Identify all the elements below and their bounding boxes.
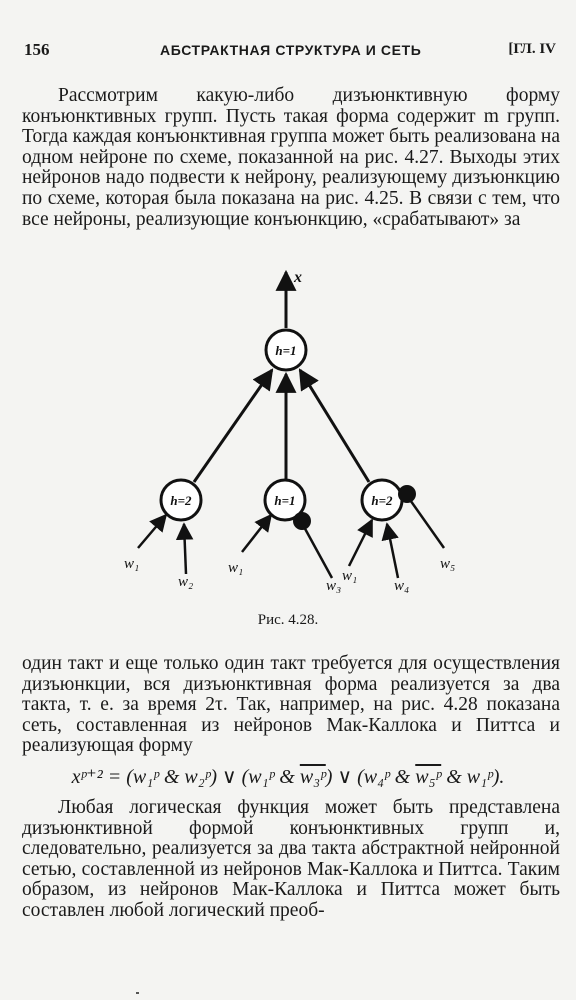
formula-lhs: xᵖ⁺² = xyxy=(71,766,127,788)
paragraph-2: один такт и еще только один такт требуется для осуществления дизъюнкции, вся дизъюнктивная форма реализуется за два такта, т. е. за время 2τ. Так, например, на рис. 4.28 показана сеть, составленная из нейронов Мак-Каллока и Питтса и реализующая форму xyxy=(22,653,560,757)
formula-term-1: (w₁ᵖ & w₂ᵖ) xyxy=(126,766,217,788)
input-label-w1-c: w₁ xyxy=(342,568,358,584)
page-header xyxy=(24,40,560,64)
neuron-left-label: h=2 xyxy=(170,493,192,508)
input-right-2 xyxy=(387,524,398,578)
formula-term-3-negated: w₅ᵖ xyxy=(415,766,442,788)
input-label-w2: w₂ xyxy=(178,574,194,590)
input-label-w4: w₄ xyxy=(394,578,410,594)
formula-or-2: ∨ xyxy=(332,766,358,788)
input-label-w1-b: w₁ xyxy=(228,560,244,576)
top-neuron-label: h=1 xyxy=(275,343,297,358)
network-figure xyxy=(0,256,576,606)
input-label-w5: w₅ xyxy=(440,556,456,572)
input-left-1 xyxy=(138,515,166,548)
page-number: 156 xyxy=(24,40,50,59)
input-right-1 xyxy=(349,520,372,566)
formula-or-1: ∨ xyxy=(217,766,242,788)
input-middle-2 xyxy=(303,525,332,578)
paragraph-3: Любая логическая функция может быть представлена дизъюнктивной формой конъюнктивных групп и, следовательно, реализуется за два такта абстрактной нейронной сетью, составленной из нейронов Мак-Каллока и Питтса. Таким образом, из нейронов Мак-Каллока и Питтса может быть составлен любой логический преоб- xyxy=(22,797,560,921)
print-speck xyxy=(136,992,139,994)
formula-term-2-negated: w₃ᵖ xyxy=(299,766,326,788)
figure-caption: Рис. 4.28. xyxy=(257,612,319,628)
paragraph-1: Рассмотрим какую-либо дизъюнктивную форму конъюнктивных групп. Пусть такая форма содержит m групп. Тогда каждая конъюнктивная группа может быть реализована на одном нейроне по схеме, показанной на рис. 4.27. Выходы этих нейронов надо подвести к нейрону, реализующему дизъюнкцию по схеме, которая была показана на рис. 4.25. В связи с тем, что все нейроны, реализующие конъюнкцию, «срабатывают» за xyxy=(22,85,560,230)
connection-left xyxy=(194,370,272,482)
input-right-3 xyxy=(408,497,444,548)
running-title: АБСТРАКТНАЯ СТРУКТУРА И СЕТЬ xyxy=(160,42,422,58)
neuron-right-label: h=2 xyxy=(371,493,393,508)
inhibitory-synapse-right xyxy=(398,485,416,503)
connection-right xyxy=(300,370,369,482)
input-middle-1 xyxy=(242,515,271,552)
formula-term-2-start: (w₁ᵖ & xyxy=(241,766,300,788)
inhibitory-synapse-middle xyxy=(293,512,311,530)
formula-term-3-start: (w₄ᵖ & xyxy=(357,766,416,788)
formula xyxy=(0,764,576,789)
output-label: x xyxy=(294,269,302,286)
formula-term-2-end: ) xyxy=(325,766,333,788)
input-left-2 xyxy=(184,524,186,574)
input-label-w1-a: w₁ xyxy=(124,556,140,572)
chapter-label: [ГЛ. IV xyxy=(508,41,556,57)
neuron-middle-label: h=1 xyxy=(274,493,296,508)
formula-term-3-end: & w₁ᵖ). xyxy=(441,766,505,788)
input-label-w3: w₃ xyxy=(326,578,342,594)
